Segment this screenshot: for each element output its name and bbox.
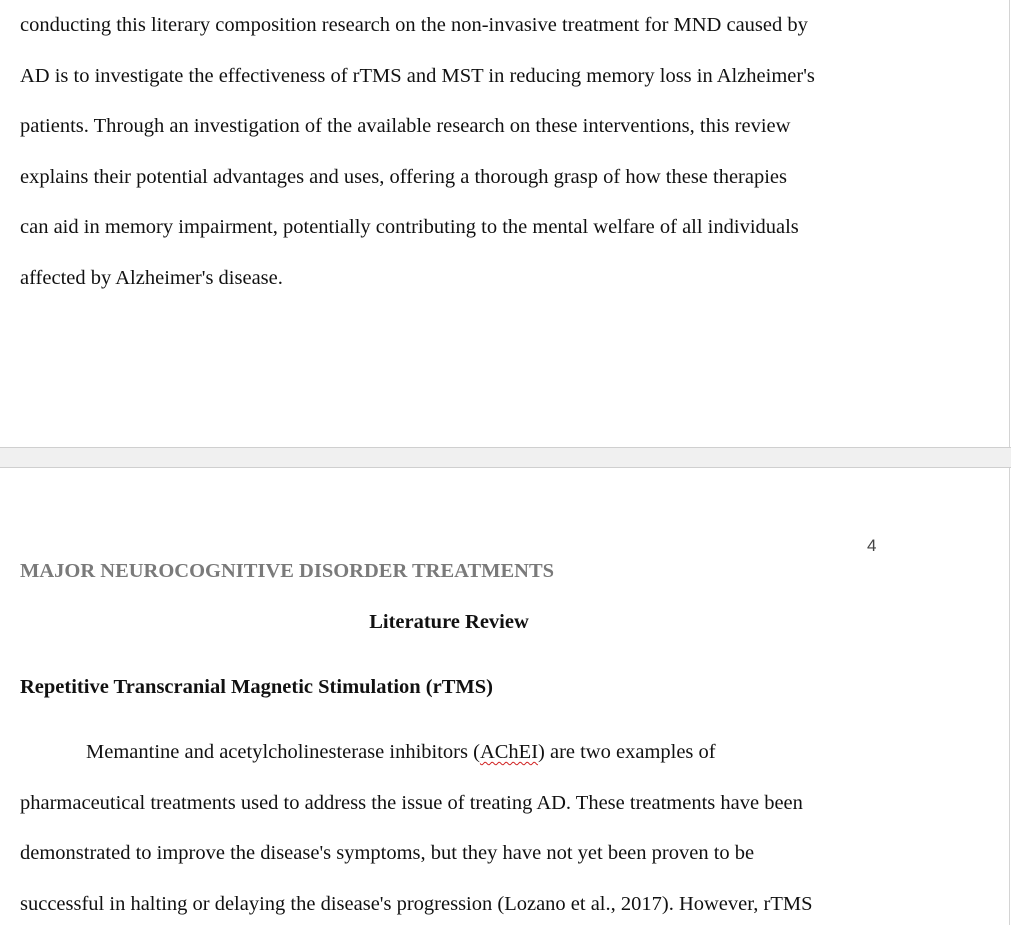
body-text-line: conducting this literary composition research on the non-invasive treatment for MND caused by <box>20 14 808 36</box>
body-text-line: affected by Alzheimer's disease. <box>20 267 283 289</box>
body-text-line: AD is to investigate the effectiveness of rTMS and MST in reducing memory loss in Alzheimer's <box>20 65 815 87</box>
paragraph-first-line <box>86 739 716 765</box>
body-text-fragment: Memantine and acetylcholinesterase inhibitors ( <box>86 741 480 763</box>
body-text-line: demonstrated to improve the disease's symptoms, but they have not yet been proven to be <box>20 842 755 864</box>
section-heading: Literature Review <box>369 611 529 633</box>
body-text-fragment: ) are two examples of <box>538 741 716 763</box>
page-break-gap <box>0 447 1011 468</box>
body-text-line: can aid in memory impairment, potentially contributing to the mental welfare of all individuals <box>20 216 799 238</box>
running-head: MAJOR NEUROCOGNITIVE DISORDER TREATMENTS <box>20 560 555 582</box>
subsection-heading: Repetitive Transcranial Magnetic Stimulation (rTMS) <box>20 676 493 698</box>
spellcheck-flagged-word[interactable]: AChEI <box>479 741 539 763</box>
body-text-line: pharmaceutical treatments used to address the issue of treating AD. These treatments have been <box>20 792 803 814</box>
document-page-top <box>0 0 1010 447</box>
page-number: 4 <box>867 536 877 555</box>
body-text-line: patients. Through an investigation of the available research on these interventions, this review <box>20 115 791 137</box>
body-text-line: successful in halting or delaying the disease's progression (Lozano et al., 2017). However, rTMS <box>20 893 813 915</box>
body-text-line: explains their potential advantages and uses, offering a thorough grasp of how these therapies <box>20 166 788 188</box>
document-page-bottom <box>0 468 1010 925</box>
